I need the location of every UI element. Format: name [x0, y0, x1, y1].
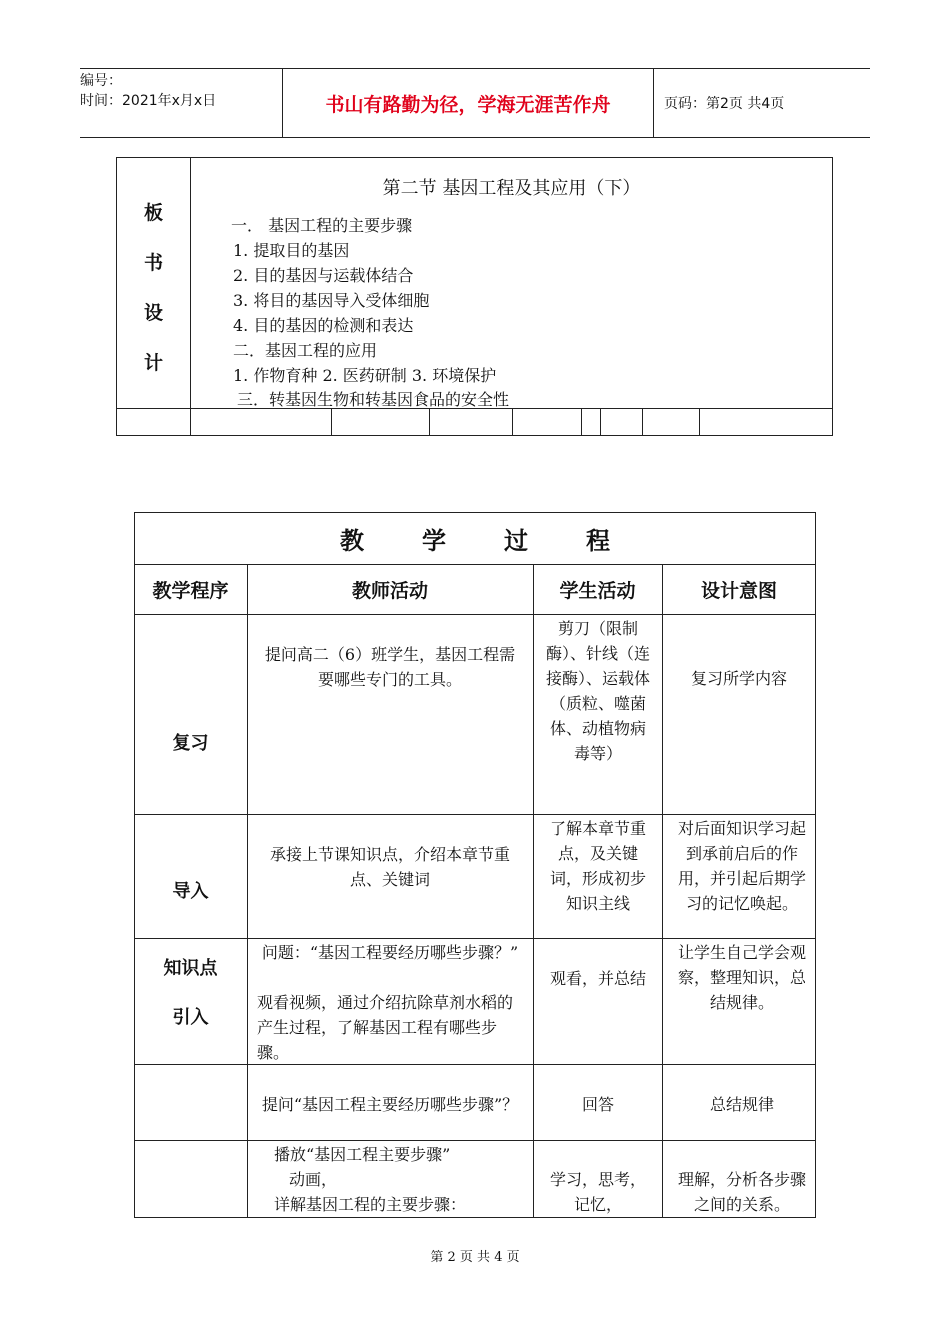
column-header: 教师活动 — [351, 579, 428, 602]
teacher-activity: 详解基因工程的主要步骤： — [274, 1195, 467, 1214]
column-header: 学生活动 — [559, 579, 636, 602]
column-divider — [699, 409, 700, 436]
header-motto: 书山有路勤为径，学海无涯苦作舟 — [282, 69, 654, 137]
header-meta — [80, 69, 280, 139]
column-divider — [429, 409, 430, 436]
column-divider — [247, 564, 248, 1218]
column-header: 教学程序 — [152, 579, 229, 602]
serial-label: 编号： — [80, 73, 122, 89]
board-side-char: 计 — [143, 352, 163, 374]
design-intent: 对后面知识学习起到承前启后的作用，并引起后期学习的记忆唤起。 — [677, 819, 806, 913]
teacher-activity: 提问高二（6）班学生，基因工程需要哪些专门的工具。 — [264, 645, 516, 689]
header-page-label: 页码：第2页 共4页 — [664, 96, 785, 112]
stage-label: 引入 — [172, 1007, 209, 1028]
board-empty-row — [117, 408, 832, 436]
board-line: 3. 将目的基因导入受体细胞 — [233, 291, 430, 310]
board-line: 1. 作物育种 2. 医药研制 3. 环境保护 — [233, 366, 497, 385]
board-title: 第二节 基因工程及其应用（下） — [382, 178, 641, 199]
column-divider — [512, 409, 513, 436]
row-divider — [134, 938, 816, 939]
student-activity: 了解本章节重点，及关键词，形成初步知识主线 — [549, 819, 646, 913]
design-intent: 理解，分析各步骤之间的关系。 — [677, 1170, 806, 1214]
stage-label: 导入 — [172, 881, 209, 902]
stage-label: 知识点 — [163, 958, 218, 979]
student-activity: 观看，并总结 — [549, 969, 646, 988]
process-heading: 教学过程 — [340, 526, 668, 555]
design-intent: 复习所学内容 — [690, 669, 787, 688]
board-design-table — [116, 157, 833, 436]
board-line: 一． 基因工程的主要步骤 — [231, 216, 413, 235]
row-divider — [134, 614, 816, 615]
stage-label: 复习 — [172, 733, 209, 754]
column-divider — [190, 409, 191, 436]
board-line: 4. 目的基因的检测和表达 — [233, 316, 414, 335]
board-side-label — [117, 158, 191, 408]
column-divider — [600, 409, 601, 436]
teacher-activity: 动画， — [289, 1170, 338, 1189]
student-activity: 回答 — [581, 1095, 614, 1114]
board-side-char: 板 — [143, 202, 163, 224]
column-divider — [581, 409, 582, 436]
teacher-question: 问题：“基因工程要经历哪些步骤？” — [261, 943, 519, 962]
page-header — [80, 68, 870, 138]
time-label: 时间：2021年x月x日 — [80, 93, 217, 109]
student-activity: 剪刀（限制酶）、针线（连接酶）、运载体（质粒、噬菌体、动植物病毒等） — [546, 619, 651, 763]
design-intent: 总结规律 — [709, 1095, 774, 1114]
column-divider — [662, 564, 663, 1218]
board-line: 2. 目的基因与运载体结合 — [233, 266, 414, 285]
column-divider — [642, 409, 643, 436]
board-line: 二．基因工程的应用 — [233, 341, 378, 360]
board-side-char: 设 — [143, 302, 163, 324]
column-divider — [331, 409, 332, 436]
teacher-activity: 观看视频，通过介绍抗除草剂水稻的产生过程，了解基因工程有哪些步骤。 — [257, 993, 514, 1062]
column-divider — [533, 564, 534, 1218]
student-activity: 学习，思考，记忆， — [549, 1170, 646, 1214]
board-line: 三．转基因生物和转基因食品的安全性 — [237, 390, 510, 409]
row-divider — [134, 814, 816, 815]
page-footer: 第 2 页 共 4 页 — [430, 1250, 520, 1265]
board-side-char: 书 — [143, 252, 163, 274]
design-intent: 让学生自己学会观察，整理知识，总结规律。 — [677, 943, 806, 1012]
teacher-activity: 提问“基因工程主要经历哪些步骤”？ — [261, 1095, 519, 1114]
column-header: 设计意图 — [700, 579, 777, 602]
row-divider — [134, 1140, 816, 1141]
board-line: 1. 提取目的基因 — [233, 241, 350, 260]
teacher-activity: 承接上节课知识点，介绍本章节重点、关键词 — [269, 845, 510, 889]
teacher-activity: 播放“基因工程主要步骤” — [274, 1145, 451, 1164]
board-content — [191, 158, 832, 408]
teaching-process-table — [134, 512, 816, 1226]
